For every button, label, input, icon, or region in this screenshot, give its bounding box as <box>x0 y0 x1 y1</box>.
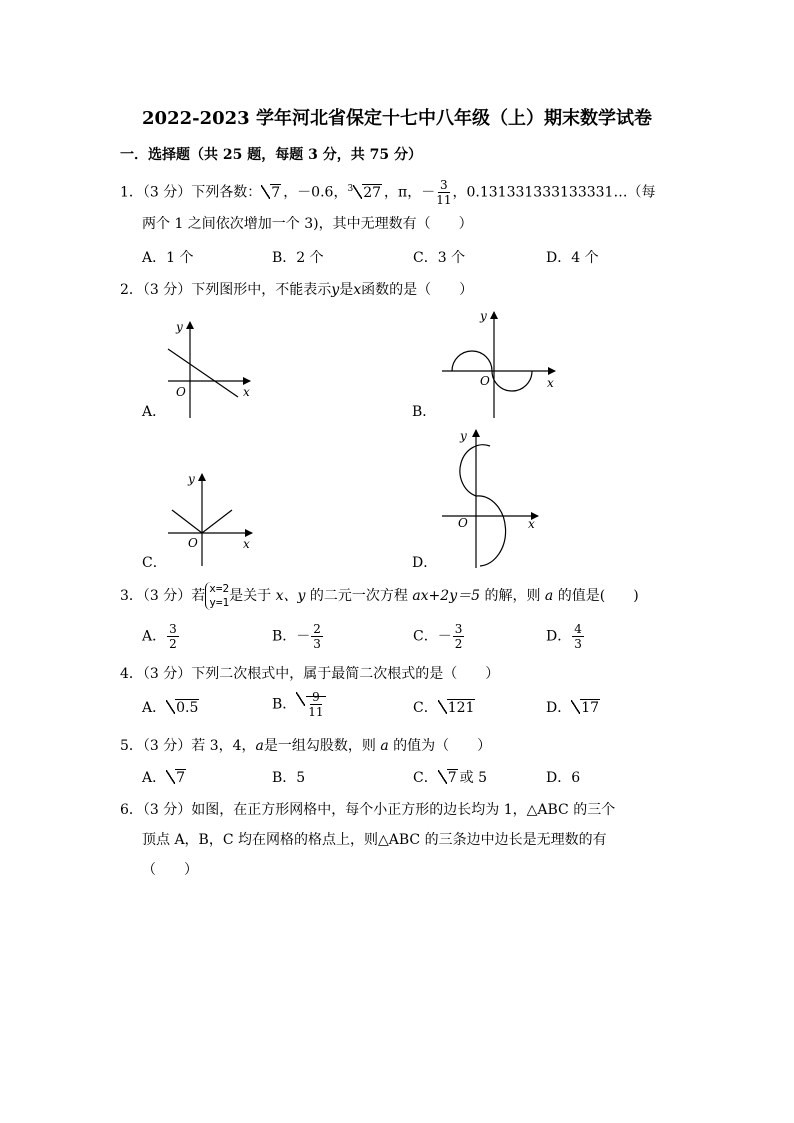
question-3-stem: 3．（3 分）若 x=2 y=1 是关于 x、y 的二元一次方程 ax+2y＝5 的解，则 a 的值是( ) <box>120 582 639 609</box>
graph-c-y-label: y <box>188 472 195 486</box>
section-heading: 一．选择题（共 25 题，每题 3 分，共 75 分） <box>120 147 422 163</box>
graph-a-origin: O <box>176 385 186 399</box>
sqrt-7: 7 <box>261 183 281 203</box>
cbrt-27: 27 <box>353 183 382 203</box>
q2-label-c: C． <box>142 555 167 571</box>
page-title: 2022-2023 学年河北省保定十七中八年级（上）期末数学试卷 <box>142 108 652 129</box>
fraction-3-11: $\frac{3}{11}$ <box>436 178 452 207</box>
q5-option-a: A． 7 <box>142 770 186 786</box>
q1-option-a: A．1 个 <box>142 250 194 266</box>
question-2-stem: 2．（3 分）下列图形中，不能表示y是x函数的是（ ） <box>120 282 474 298</box>
question-4-stem: 4．（3 分）下列二次根式中，属于最简二次根式的是（ ） <box>120 666 500 682</box>
question-6-line-3: （ ） <box>142 862 198 878</box>
q4-option-c: C． 121 <box>413 700 475 716</box>
q3-option-c: C．－ $\frac{3}{2}$ <box>413 622 463 651</box>
q4-option-a: A． 0.5 <box>142 700 199 716</box>
graph-c <box>168 472 252 566</box>
q5-option-d: D．6 <box>546 770 581 786</box>
q4-option-d: D． 17 <box>546 700 600 716</box>
question-6-line-2: 顶点 A，B，C 均在网格的格点上，则△ABC 的三条边中边长是无理数的有 <box>142 832 607 848</box>
graph-a-y-label: y <box>176 320 183 334</box>
question-1-line-1: 1．（3 分）下列各数： 7 ，－0.6，$^3$ 27 ，π，－ $\frac{3}{11}$ ，0.131331333133331…（每 <box>120 178 656 207</box>
q5-option-c: C． 7 或 5 <box>413 770 487 786</box>
q1-option-b: B．2 个 <box>272 250 324 266</box>
equation-system: x=2 y=1 <box>205 582 229 610</box>
question-6-line-1: 6．（3 分）如图，在正方形网格中，每个小正方形的边长均为 1，△ABC 的三个 <box>120 802 616 818</box>
q4-option-b: B． $\frac{9}{11}$ <box>272 690 324 719</box>
q2-label-b: B． <box>412 404 437 420</box>
graph-a <box>168 320 250 418</box>
graph-d-y-label: y <box>460 429 467 443</box>
graph-d-x-label: x <box>528 517 535 531</box>
q3-option-d: D． $\frac{4}{3}$ <box>546 622 582 651</box>
graph-c-x-label: x <box>243 537 250 551</box>
graph-d <box>442 429 538 568</box>
graph-b-x-label: x <box>547 376 554 390</box>
q3-option-a: A． $\frac{3}{2}$ <box>142 622 177 651</box>
q3-option-b: B．－ $\frac{2}{3}$ <box>272 622 321 651</box>
graph-b-origin: O <box>480 374 490 388</box>
graph-b-y-label: y <box>480 309 487 323</box>
graph-d-curve <box>460 445 506 566</box>
graph-a-x-label: x <box>243 385 250 399</box>
question-5-stem: 5．（3 分）若 3，4，a是一组勾股数，则 a 的值为（ ） <box>120 738 492 754</box>
q2-label-d: D． <box>412 555 438 571</box>
graph-c-origin: O <box>188 536 198 550</box>
question-1-line-2: 两个 1 之间依次增加一个 3)，其中无理数有（ ） <box>142 216 473 232</box>
q2-label-a: A． <box>142 404 167 420</box>
graph-d-origin: O <box>458 516 468 530</box>
q5-option-b: B．5 <box>272 770 306 786</box>
q1-option-c: C．3 个 <box>413 250 466 266</box>
graph-b <box>442 309 555 418</box>
q1-option-d: D．4 个 <box>546 250 599 266</box>
